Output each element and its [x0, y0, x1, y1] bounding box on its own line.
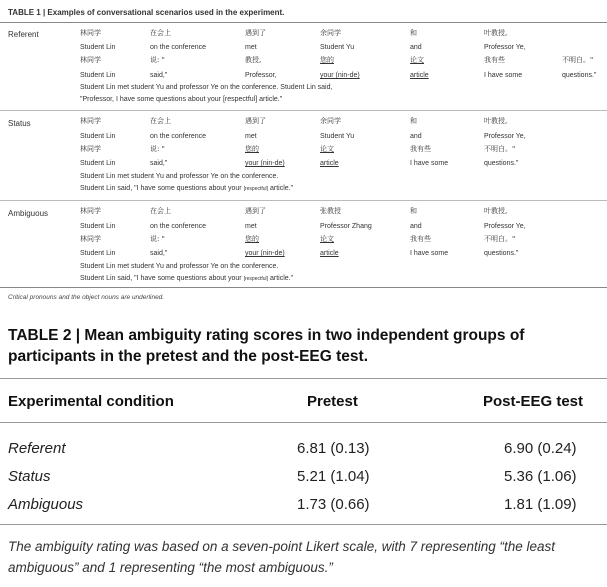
status-r1-c5: 和 [410, 117, 417, 125]
status-r1-c2: 在会上 [150, 117, 171, 125]
table2-top-rule [0, 378, 607, 379]
referent-r1-c5: 和 [410, 29, 417, 37]
referent-r4-c1: Student Lin [80, 72, 116, 79]
ambiguous-r3-c4: 论文 [320, 235, 334, 243]
status-r3-c4: 论文 [320, 145, 334, 153]
ambiguous-r2-c6: Professor Ye, [484, 223, 526, 230]
post-eeg-cell: 1.81 (1.09) [504, 496, 577, 513]
ambiguous-r1-c5: 和 [410, 207, 417, 215]
status-r1-c4: 余同学 [320, 117, 341, 125]
pretest-cell: 6.81 (0.13) [297, 440, 370, 457]
referent-r1-c6: 叶教授, [484, 29, 508, 37]
status-r2-c4: Student Yu [320, 133, 355, 140]
table2-title: TABLE 2 | Mean ambiguity rating scores in two independent groups of participants in the pretest and the post-EEG test. [8, 327, 525, 365]
pretest-cell: 1.73 (0.66) [297, 496, 370, 513]
condition-cell: Referent [8, 440, 66, 457]
row-label-status: Status [8, 119, 31, 128]
status-r4-c3: your (nin-de) [245, 160, 285, 167]
referent-r3-c3: 教授, [245, 56, 262, 64]
status-r1-c6: 叶教授, [484, 117, 508, 125]
condition-cell: Ambiguous [8, 496, 84, 513]
referent-r4-c7: questions." [562, 72, 597, 79]
ambiguous-r2-c1: Student Lin [80, 223, 116, 230]
ambiguous-r2-c2: on the conference [150, 223, 207, 230]
table1-separator [0, 200, 607, 201]
ambiguous-r3-c5: 我有些 [410, 235, 431, 243]
ambiguous-r4-c4: article [320, 250, 339, 257]
referent-r1-c3: 遇到了 [245, 29, 266, 37]
referent-r2-c2: on the conference [150, 44, 207, 51]
referent-r4-c5: article [410, 72, 429, 79]
ambiguous-r3-c2: 说: " [150, 235, 165, 243]
referent-r4-c2: said," [150, 72, 168, 79]
ambiguous-r3-c3: 您的 [245, 235, 259, 243]
table1-bottom-rule [0, 287, 607, 288]
status-r3-c5: 我有些 [410, 145, 431, 153]
referent-r2-c3: met [245, 44, 257, 51]
table2-bottom-rule [0, 524, 607, 525]
ambiguous-r3-c6: 不明白。" [484, 235, 516, 243]
ambiguous-r2-c3: met [245, 223, 257, 230]
status-r4-c5: I have some [410, 160, 449, 167]
status-r3-c1: 林同学 [80, 145, 101, 153]
header-post-eeg-test: Post-EEG test [483, 393, 584, 410]
status-sentence-1: Student Lin met student Yu and professor Ye on the conference. [80, 173, 279, 180]
referent-r4-c6: I have some [484, 72, 523, 79]
status-r3-c2: 说: " [150, 145, 165, 153]
referent-r3-c2: 说: " [150, 56, 165, 64]
status-r1-c1: 林同学 [80, 117, 101, 125]
ambiguous-r3-c1: 林同学 [80, 235, 101, 243]
table2-header-rule [0, 422, 607, 423]
referent-r3-c1: 林同学 [80, 56, 101, 64]
ambiguous-r4-c1: Student Lin [80, 250, 116, 257]
status-r2-c5: and [410, 133, 422, 140]
status-r4-c1: Student Lin [80, 160, 116, 167]
status-sentence-2: Student Lin said, "I have some questions about your [respectful] article." [80, 185, 294, 192]
referent-r2-c4: Student Yu [320, 44, 355, 51]
ambiguous-r1-c6: 叶教授, [484, 207, 508, 215]
header-pretest: Pretest [307, 393, 358, 410]
referent-r3-c5: 论文 [410, 56, 424, 64]
referent-r1-c4: 余同学 [320, 29, 341, 37]
row-label-referent: Referent [8, 30, 39, 39]
status-r2-c2: on the conference [150, 133, 207, 140]
ambiguous-r4-c3: your (nin-de) [245, 250, 285, 257]
ambiguous-r2-c5: and [410, 223, 422, 230]
referent-r3-c7: 不明白。" [562, 56, 594, 64]
referent-sentence-1: Student Lin met student Yu and professor Ye on the conference. Student Lin said, [80, 84, 333, 91]
referent-r2-c5: and [410, 44, 422, 51]
table1-top-rule [0, 22, 607, 23]
referent-r1-c1: 林同学 [80, 29, 101, 37]
referent-r2-c6: Professor Ye, [484, 44, 526, 51]
row-label-ambiguous: Ambiguous [8, 209, 49, 218]
status-r4-c6: questions." [484, 160, 519, 167]
referent-r2-c1: Student Lin [80, 44, 116, 51]
referent-r3-c4: 您的 [320, 56, 334, 64]
referent-r4-c4: your (nin-de) [320, 72, 360, 79]
ambiguous-sentence-2: Student Lin said, "I have some questions about your [respectful] article." [80, 275, 294, 282]
table2-footnote: The ambiguity rating was based on a seven-point Likert scale, with 7 representing “the least ambiguous” and 1 representing “the most ambiguous.” [8, 539, 556, 575]
status-r3-c3: 您的 [245, 145, 259, 153]
status-r3-c6: 不明白。" [484, 145, 516, 153]
post-eeg-cell: 5.36 (1.06) [504, 468, 577, 485]
status-r1-c3: 遇到了 [245, 117, 266, 125]
referent-r1-c2: 在会上 [150, 29, 171, 37]
ambiguous-r4-c2: said," [150, 250, 168, 257]
ambiguous-r4-c6: questions." [484, 250, 519, 257]
referent-r3-c6: 我有些 [484, 56, 505, 64]
ambiguous-r1-c3: 遇到了 [245, 207, 266, 215]
status-r2-c3: met [245, 133, 257, 140]
ambiguous-r2-c4: Professor Zhang [320, 223, 372, 230]
ambiguous-r1-c1: 林同学 [80, 207, 101, 215]
status-r4-c2: said," [150, 160, 168, 167]
referent-r4-c3: Professor, [245, 72, 277, 79]
table1-footnote: Critical pronouns and the object nouns are underlined. [8, 294, 165, 301]
condition-cell: Status [8, 468, 51, 485]
table1-separator [0, 110, 607, 111]
header-experimental-condition: Experimental condition [8, 393, 174, 410]
post-eeg-cell: 6.90 (0.24) [504, 440, 577, 457]
table1-caption: TABLE 1 | Examples of conversational scenarios used in the experiment. [8, 8, 285, 17]
status-r2-c6: Professor Ye, [484, 133, 526, 140]
referent-sentence-2: "Professor, I have some questions about your [respectful] article." [80, 96, 283, 103]
status-r4-c4: article [320, 160, 339, 167]
status-r2-c1: Student Lin [80, 133, 116, 140]
pretest-cell: 5.21 (1.04) [297, 468, 370, 485]
ambiguous-r4-c5: I have some [410, 250, 449, 257]
ambiguous-r1-c2: 在会上 [150, 207, 171, 215]
ambiguous-r1-c4: 张教授 [320, 207, 341, 215]
ambiguous-sentence-1: Student Lin met student Yu and professor Ye on the conference. [80, 263, 279, 270]
